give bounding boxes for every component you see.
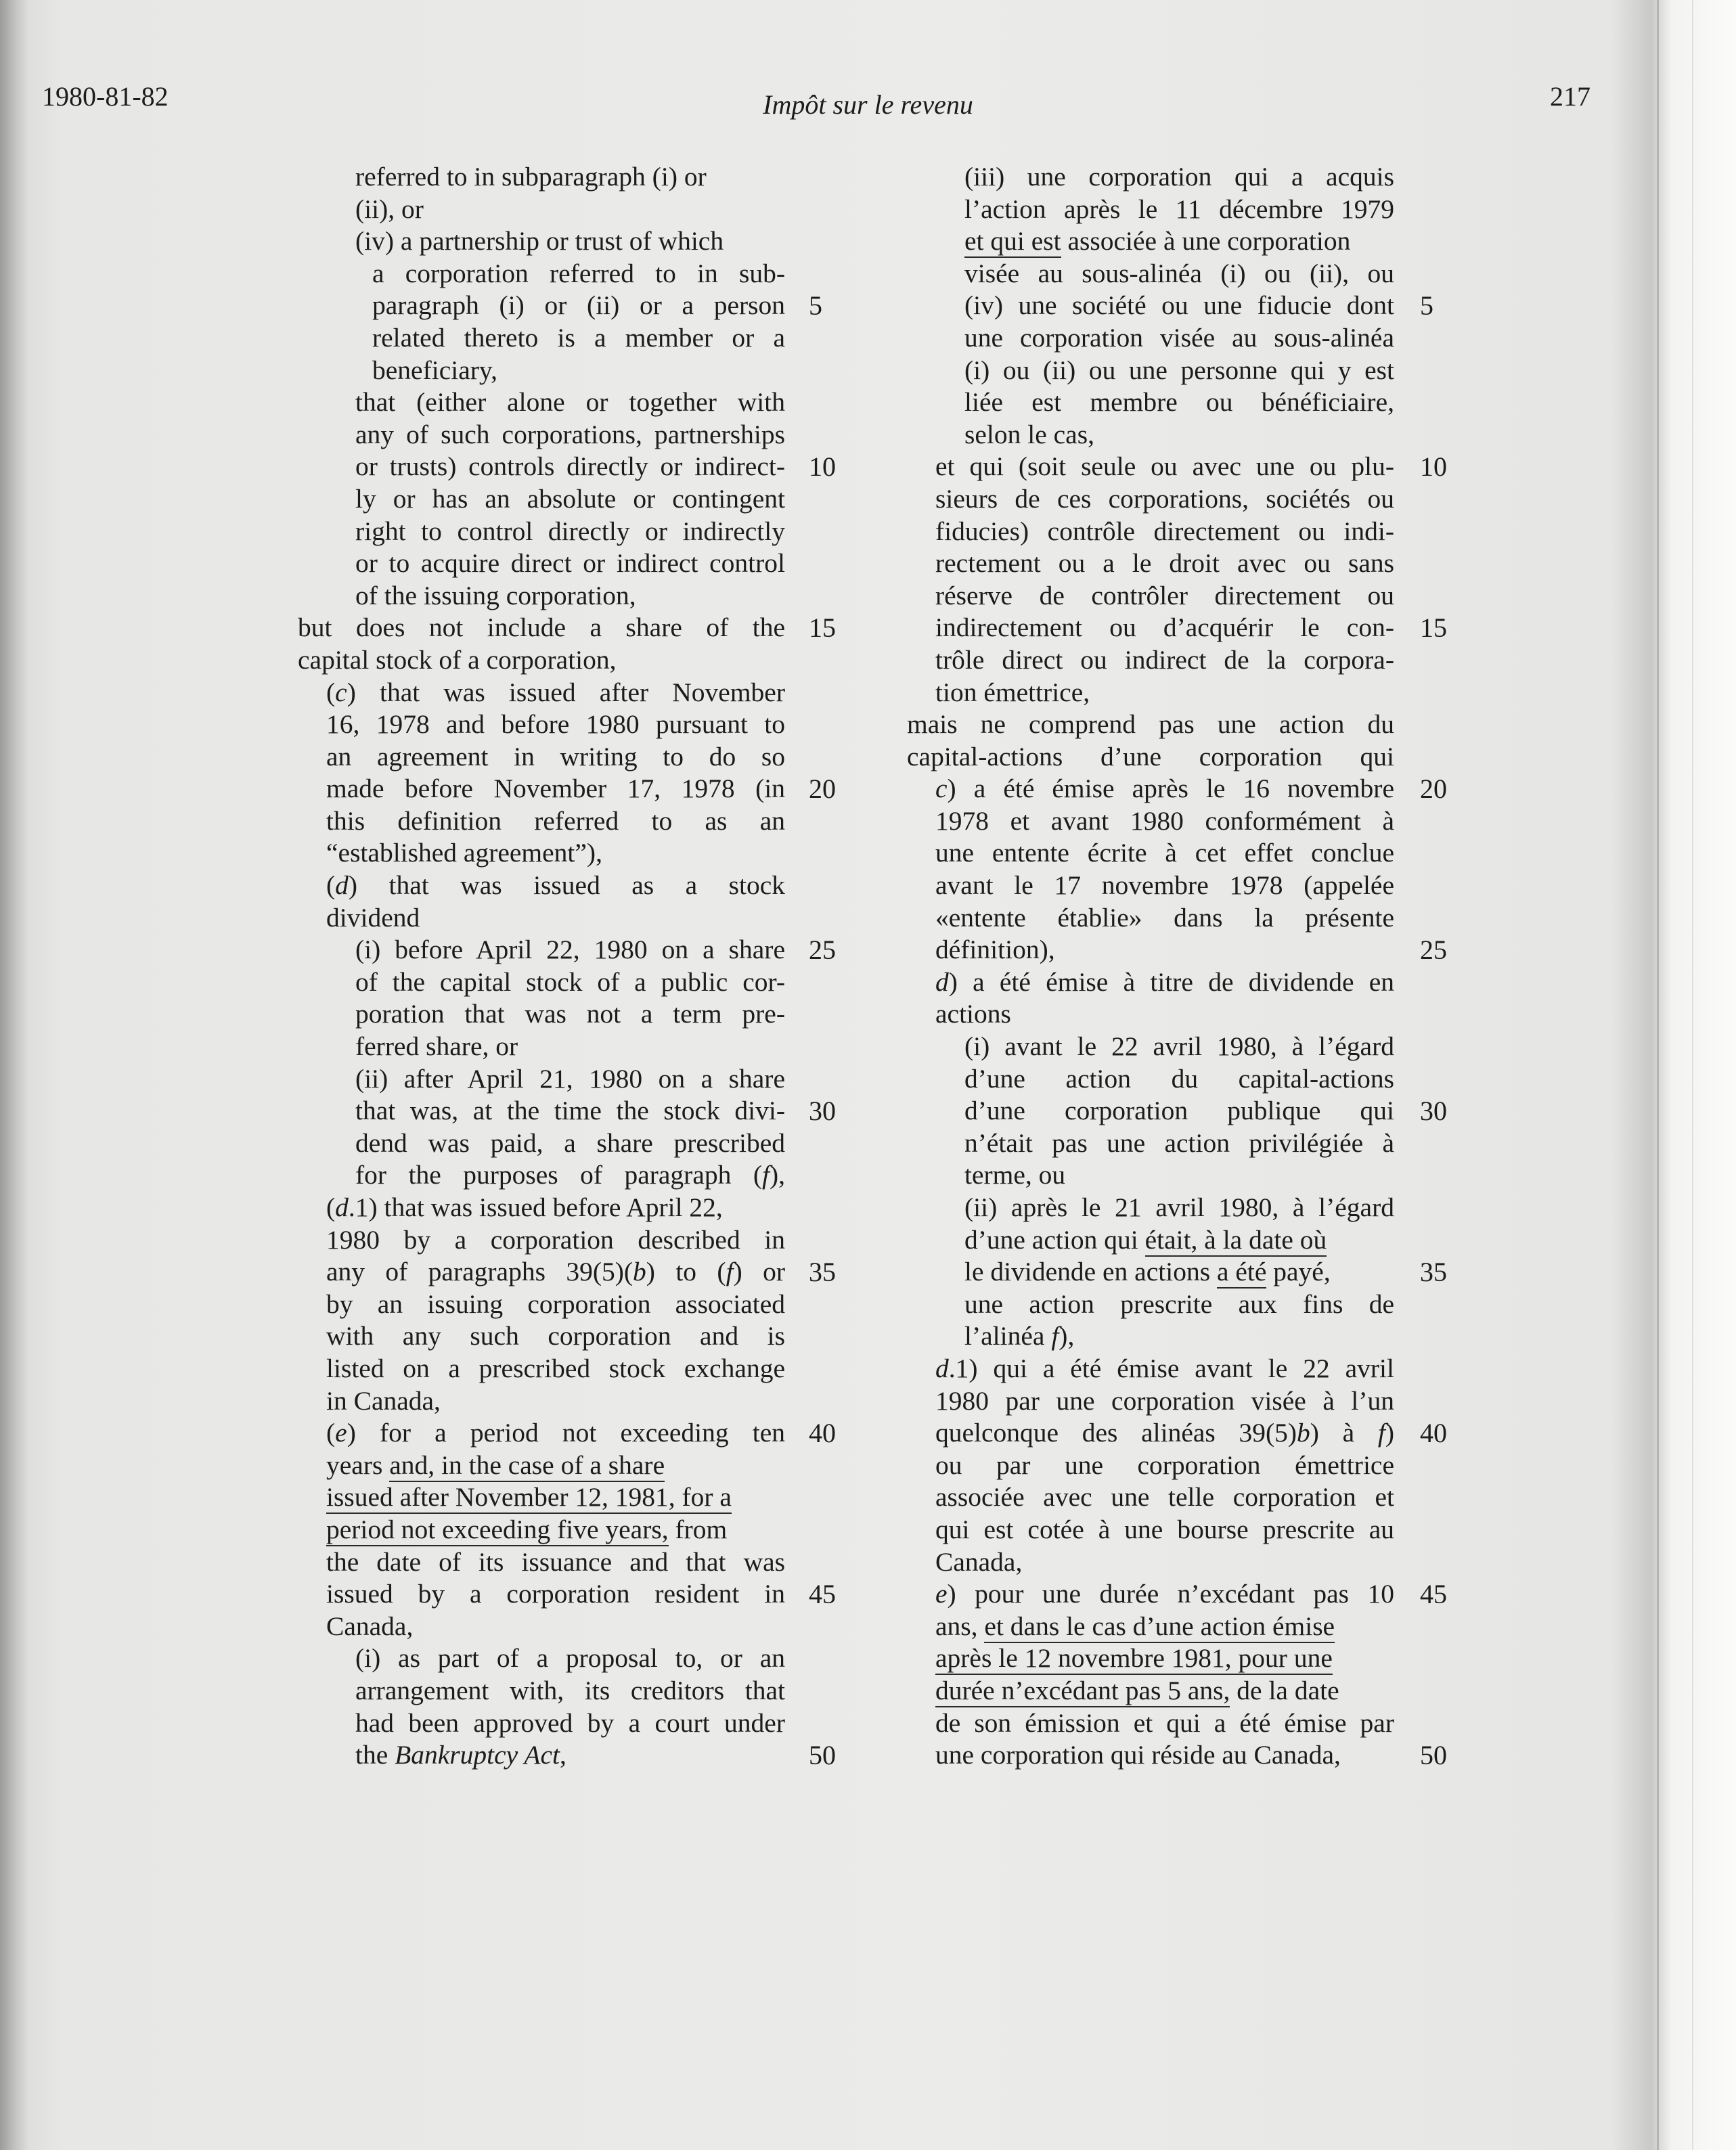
line-text: trôle direct ou indirect de la corpora- — [935, 644, 1394, 675]
text-line — [907, 1642, 1421, 1675]
line-text: l’alinéa f), — [964, 1321, 1075, 1351]
text-line — [298, 1707, 812, 1740]
text-line — [298, 451, 836, 483]
text-line — [298, 1256, 836, 1289]
line-text: of the capital stock of a public cor- — [355, 966, 785, 997]
text-line — [298, 1127, 812, 1160]
line-number: 30 — [809, 1096, 836, 1127]
text-line — [907, 1192, 1421, 1224]
line-text: (i) before April 22, 1980 on a share — [355, 935, 785, 965]
line-text: capital stock of a corporation, — [298, 644, 617, 675]
line-text: Canada, — [326, 1611, 414, 1641]
page-edge — [1657, 0, 1659, 2150]
text-line — [298, 1675, 812, 1707]
text-line — [298, 1546, 812, 1579]
line-number: 40 — [1420, 1418, 1447, 1449]
text-line — [907, 1739, 1447, 1772]
line-text: the Bankruptcy Act, — [355, 1740, 566, 1770]
line-text: sieurs de ces corporations, sociétés ou — [935, 483, 1394, 514]
line-number: 45 — [809, 1579, 836, 1610]
text-line — [907, 677, 1421, 709]
text-line — [907, 1224, 1421, 1257]
text-line — [298, 1095, 836, 1127]
line-text: (c) that was issued after November — [326, 677, 785, 707]
text-line — [298, 1063, 812, 1096]
line-text: of the issuing corporation, — [355, 580, 636, 610]
text-line — [907, 258, 1421, 290]
line-text: 1978 et avant 1980 conformément à — [935, 805, 1394, 836]
text-line — [298, 677, 812, 709]
text-line — [298, 741, 812, 774]
text-line — [907, 1611, 1421, 1643]
text-line — [907, 290, 1433, 322]
text-line — [298, 483, 812, 516]
line-text: rectement ou a le droit avec ou sans — [935, 548, 1394, 579]
line-number: 10 — [809, 451, 836, 483]
line-text: (d) that was issued as a stock — [326, 870, 785, 901]
line-text: (e) for a period not exceeding ten — [326, 1418, 785, 1448]
line-text: le dividende en actions — [964, 1257, 1217, 1287]
line-text: 1980 par une corporation visée à l’un — [935, 1385, 1394, 1416]
line-text: terme, ou — [964, 1160, 1066, 1190]
line-number: 5 — [809, 290, 822, 321]
text-line — [298, 290, 822, 322]
text-line — [907, 322, 1421, 355]
line-text: (ii) after April 21, 1980 on a share — [355, 1063, 785, 1094]
line-text: by an issuing corporation associated — [326, 1289, 785, 1319]
line-text: that (either alone or together with — [355, 387, 785, 418]
line-text: e) pour une durée n’excédant pas 10 — [935, 1579, 1394, 1609]
line-text: that was, at the time the stock divi- — [355, 1096, 785, 1126]
text-line — [907, 709, 1421, 741]
text-line — [298, 1578, 836, 1611]
text-line — [298, 547, 812, 580]
text-line — [907, 837, 1421, 870]
amended-text-underlined: and, in the case of a share — [389, 1450, 665, 1482]
page-edge-inner — [1692, 0, 1693, 2150]
line-text: issued by a corporation resident in — [326, 1579, 785, 1609]
line-text: associée avec une telle corporation et — [935, 1482, 1394, 1513]
text-line — [298, 322, 812, 355]
line-text: ly or has an absolute or contingent — [355, 483, 785, 514]
text-line — [298, 934, 836, 966]
text-line — [907, 547, 1421, 580]
book-spine-shadow — [0, 0, 28, 2150]
line-text: (i) ou (ii) ou une personne qui y est — [964, 355, 1394, 385]
text-line — [298, 1481, 812, 1514]
text-line — [907, 998, 1421, 1031]
line-number: 50 — [809, 1740, 836, 1771]
line-text: l’action après le 11 décembre 1979 — [964, 194, 1394, 224]
amended-text-underlined: était, à la date où — [1145, 1225, 1327, 1257]
amended-text-underlined: et qui est — [964, 226, 1061, 258]
text-line — [907, 1063, 1421, 1096]
text-line — [298, 773, 836, 805]
line-text: related thereto is a member or a — [372, 322, 785, 353]
text-line — [298, 1320, 812, 1353]
line-text: fiducies) contrôle directement ou indi- — [935, 516, 1394, 546]
amended-text-underlined: et dans le cas d’une action émise — [984, 1611, 1335, 1643]
text-line — [907, 1320, 1421, 1353]
line-text: any of such corporations, partnerships — [355, 419, 785, 449]
text-line — [298, 1739, 836, 1772]
text-line — [907, 902, 1421, 935]
text-line — [298, 902, 812, 935]
text-line — [907, 1514, 1421, 1546]
text-line — [298, 1642, 812, 1675]
text-line — [907, 1450, 1421, 1482]
line-text: “established agreement”), — [326, 838, 602, 868]
text-line — [298, 644, 812, 677]
text-line — [907, 1289, 1421, 1321]
text-line — [907, 1675, 1421, 1707]
line-text: (i) avant le 22 avril 1980, à l’égard — [964, 1031, 1394, 1062]
line-number: 5 — [1420, 290, 1433, 321]
line-text: quelconque des alinéas 39(5)b) à f) — [935, 1418, 1394, 1448]
line-text: réserve de contrôler directement ou — [935, 580, 1394, 610]
line-text: in Canada, — [326, 1385, 441, 1416]
line-text: de son émission et qui a été émise par — [935, 1707, 1394, 1738]
line-number: 20 — [1420, 774, 1447, 805]
text-line — [907, 1546, 1421, 1579]
amended-text-underlined: period not exceeding five years, — [326, 1515, 669, 1546]
line-text: 1980 by a corporation described in — [326, 1224, 785, 1255]
line-text: d’une action qui — [964, 1224, 1145, 1255]
line-number: 15 — [809, 612, 836, 644]
line-text: for the purposes of paragraph (f), — [355, 1160, 785, 1190]
text-line — [298, 998, 812, 1031]
line-text: poration that was not a term pre- — [355, 999, 785, 1029]
line-text: dividend — [326, 902, 420, 933]
line-text: this definition referred to as an — [326, 805, 785, 836]
line-text: liée est membre ou bénéficiaire, — [964, 387, 1394, 418]
line-text: made before November 17, 1978 (in — [326, 774, 785, 804]
amended-text-underlined: issued after November 12, 1981, for a — [326, 1482, 732, 1514]
text-line — [907, 1481, 1421, 1514]
line-text: tion émettrice, — [935, 677, 1090, 707]
line-text: «entente établie» dans la présente — [935, 902, 1394, 933]
text-line — [298, 1450, 812, 1482]
text-line — [907, 483, 1421, 516]
line-text: beneficiary, — [372, 355, 497, 385]
text-line — [907, 870, 1421, 902]
line-text: (d.1) that was issued before April 22, — [326, 1192, 723, 1222]
text-line — [907, 194, 1421, 226]
line-number: 30 — [1420, 1096, 1447, 1127]
line-text: the date of its issuance and that was — [326, 1546, 785, 1577]
line-number: 40 — [809, 1418, 836, 1449]
text-line — [907, 644, 1421, 677]
line-text-after: de la date — [1230, 1675, 1339, 1705]
text-line — [298, 1353, 812, 1385]
text-line — [298, 1611, 812, 1643]
line-text: ferred share, or — [355, 1031, 518, 1062]
line-text: qui est cotée à une bourse prescrite au — [935, 1514, 1394, 1544]
line-text: avant le 17 novembre 1978 (appelée — [935, 870, 1394, 901]
text-line — [907, 966, 1421, 999]
text-line — [907, 934, 1447, 966]
line-number: 35 — [1420, 1257, 1447, 1288]
line-text: une action prescrite aux fins de — [964, 1289, 1394, 1319]
text-line — [298, 194, 812, 226]
line-text: indirectement ou d’acquérir le con- — [935, 612, 1394, 643]
text-line — [907, 773, 1447, 805]
line-text: ans, — [935, 1611, 985, 1641]
text-line — [907, 1707, 1421, 1740]
line-text: c) a été émise après le 16 novembre — [935, 774, 1394, 804]
line-text: (iv) une société ou une fiducie dont — [964, 290, 1394, 321]
text-line — [907, 419, 1421, 451]
text-line — [298, 805, 812, 838]
line-text: listed on a prescribed stock exchange — [326, 1353, 785, 1383]
line-number: 25 — [809, 935, 836, 966]
line-text: n’était pas une action privilégiée à — [964, 1127, 1394, 1158]
line-text: any of paragraphs 39(5)(b) to (f) or — [326, 1257, 785, 1287]
line-text: (ii), or — [355, 194, 424, 224]
text-line — [907, 355, 1421, 387]
line-text: d’une corporation publique qui — [964, 1096, 1394, 1126]
line-number: 10 — [1420, 451, 1447, 483]
french-column — [907, 161, 1447, 1772]
text-line — [298, 386, 812, 419]
text-line — [298, 709, 812, 741]
text-line — [298, 1192, 812, 1224]
line-text: définition), — [935, 935, 1055, 965]
running-header-title: Impôt sur le revenu — [763, 89, 973, 120]
line-text: paragraph (i) or (ii) or a person — [372, 290, 785, 321]
line-text: une corporation qui réside au Canada, — [935, 1740, 1341, 1770]
text-line — [907, 1385, 1421, 1418]
text-line — [907, 805, 1421, 838]
line-text: referred to in subparagraph (i) or — [355, 162, 707, 192]
line-text: visée au sous-alinéa (i) ou (ii), ou — [964, 258, 1394, 288]
text-line — [298, 419, 812, 451]
text-line — [907, 1095, 1447, 1127]
line-text: with any such corporation and is — [326, 1321, 785, 1351]
text-line — [298, 1224, 812, 1257]
english-column — [298, 161, 836, 1772]
text-line — [298, 1417, 836, 1450]
line-text: had been approved by a court under — [355, 1707, 785, 1738]
line-text: une entente écrite à cet effet conclue — [935, 838, 1394, 868]
line-text: et qui (soit seule ou avec une ou plu- — [935, 451, 1394, 482]
line-text: 16, 1978 and before 1980 pursuant to — [326, 709, 785, 740]
text-line — [907, 1031, 1421, 1063]
line-text: actions — [935, 999, 1011, 1029]
line-text: but does not include a share of the — [298, 612, 785, 643]
line-text: (i) as part of a proposal to, or an — [355, 1643, 785, 1674]
amended-text-underlined: a été — [1217, 1257, 1266, 1289]
text-line — [907, 161, 1421, 194]
text-line — [298, 837, 812, 870]
text-line — [298, 161, 812, 194]
line-text: arrangement with, its creditors that — [355, 1675, 785, 1705]
amended-text-underlined: après le 12 novembre 1981, pour une — [935, 1643, 1333, 1675]
text-line — [907, 612, 1447, 644]
line-text: dend was paid, a share prescribed — [355, 1127, 785, 1158]
line-number: 45 — [1420, 1579, 1447, 1610]
line-text: or trusts) controls directly or indirect- — [355, 451, 785, 482]
text-line — [907, 1127, 1421, 1160]
text-line — [907, 580, 1421, 612]
line-text: (ii) après le 21 avril 1980, à l’égard — [964, 1192, 1394, 1222]
text-line — [298, 225, 812, 258]
line-number: 50 — [1420, 1740, 1447, 1771]
line-text: (iv) a partnership or trust of which — [355, 226, 724, 256]
text-line — [907, 451, 1447, 483]
text-line — [298, 612, 836, 644]
line-text-after: associée à une corporation — [1061, 226, 1351, 256]
line-text-after: payé, — [1266, 1257, 1331, 1287]
text-line — [298, 1289, 812, 1321]
text-line — [907, 516, 1421, 548]
text-line — [907, 225, 1421, 258]
text-line — [298, 1514, 812, 1546]
text-line — [907, 1578, 1447, 1611]
line-text: years — [326, 1450, 390, 1480]
page-number: 217 — [1550, 81, 1590, 112]
text-line — [298, 258, 812, 290]
line-text: mais ne comprend pas une action du — [907, 709, 1394, 740]
line-number: 15 — [1420, 612, 1447, 644]
line-text: d) a été émise à titre de dividende en — [935, 966, 1394, 997]
text-line — [907, 386, 1421, 419]
line-text: d’une action du capital-actions — [964, 1063, 1394, 1094]
line-text: an agreement in writing to do so — [326, 741, 785, 771]
text-line — [907, 1353, 1421, 1385]
line-text: ou par une corporation émettrice — [935, 1450, 1394, 1480]
line-text: capital-actions d’une corporation qui — [907, 741, 1394, 771]
text-line — [907, 1417, 1447, 1450]
text-line — [298, 870, 812, 902]
text-line — [907, 1256, 1447, 1289]
text-line — [298, 1385, 812, 1418]
line-text: a corporation referred to in sub- — [372, 258, 785, 288]
line-number: 35 — [809, 1257, 836, 1288]
line-text-after: from — [668, 1514, 728, 1544]
text-line — [298, 1159, 812, 1192]
line-text: une corporation visée au sous-alinéa — [964, 322, 1394, 353]
text-line — [298, 966, 812, 999]
text-line — [907, 741, 1421, 774]
line-text: (iii) une corporation qui a acquis — [964, 162, 1394, 192]
text-line — [298, 355, 812, 387]
line-text: or to acquire direct or indirect control — [355, 548, 785, 579]
line-text: d.1) qui a été émise avant le 22 avril — [935, 1353, 1394, 1383]
line-text: Canada, — [935, 1546, 1023, 1577]
line-text: right to control directly or indirectly — [355, 516, 785, 546]
text-line — [298, 580, 812, 612]
text-line — [907, 1159, 1421, 1192]
text-line — [298, 516, 812, 548]
text-line — [298, 1031, 812, 1063]
line-number: 20 — [809, 774, 836, 805]
amended-text-underlined: durée n’excédant pas 5 ans, — [935, 1676, 1230, 1707]
line-text: selon le cas, — [964, 419, 1094, 449]
running-header-year: 1980-81-82 — [42, 81, 169, 112]
line-number: 25 — [1420, 935, 1447, 966]
